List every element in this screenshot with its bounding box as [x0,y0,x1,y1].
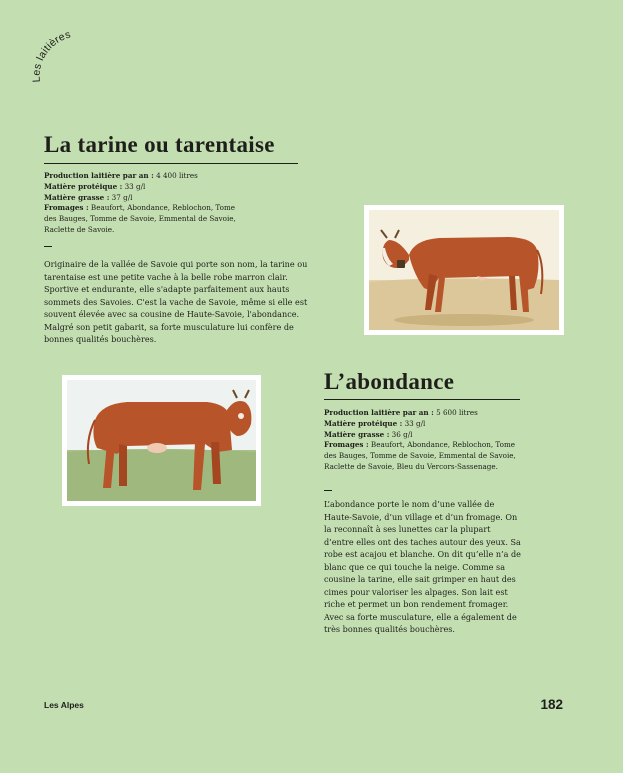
fact-row: Fromages : Beaufort, Abondance, Reblochon, Tome des Bauges, Tomme de Savoie, Emmental de Savoie, Raclette de Savoie, Bleu du Vercors-Sassenage. [324,440,516,471]
tarine-facts [44,171,244,236]
fact-row: Matière grasse : 37 g/l [44,192,133,202]
abondance-illustration [62,375,261,506]
section-tab-label: Les laitières [30,28,73,83]
fact-row: Production laitière par an : 5 600 litres [324,408,478,417]
tarine-title: La tarine ou tarentaise [44,133,298,164]
fact-row: Matière protéique : 33 g/l [44,181,146,191]
footer-section-label: Les Alpes [44,700,84,710]
fact-row: Fromages : Beaufort, Abondance, Reblochon, Tome des Bauges, Tomme de Savoie, Emmental de Savoie, Raclette de Savoie. [44,203,236,234]
abondance-cow-image [67,380,256,501]
tarine-illustration [364,205,564,335]
fact-row: Matière grasse : 36 g/l [324,429,413,439]
tarine-cow-image [369,210,559,330]
fact-row: Matière protéique : 33 g/l [324,418,426,428]
abondance-description: L’abondance porte le nom d’une vallée de Haute-Savoie, d’un village et d’un fromage. On la reconnaît à ses lunettes car la plupart d’entre elles ont des taches autour des yeux. Sa robe est acajou et blanche. On dit qu’elle n’a de blanc que ce qui touche la neige. Comme sa cousine la tarine, elle sait grimper en haut des cimes pour valoriser les alpages. Son lait est riche et permet un bon rendement fromager. Avec sa forte musculature, elle a également de très bonnes qualités bouchères. [324,499,521,634]
divider-dash [324,490,332,491]
tarine-description: Originaire de la vallée de Savoie qui porte son nom, la tarine ou tarentaise est une petite vache à la belle robe marron clair. Sportive et endurante, elle s'adapte parfaitement aux hauts sommets des Savoies. C'est la vache de Savoie, même si elle est souvent élevée avec sa cousine de Haute-Savoie, l'abondance. Malgré son petit gabarit, sa forte musculature lui confère de bonnes qualités bouchères. [44,259,308,344]
abondance-facts [324,408,519,473]
section-tab-arc [18,20,128,100]
abondance-title: L’abondance [324,370,520,400]
page-number: 182 [540,697,563,712]
divider-dash [44,246,52,247]
fact-row: Production laitière par an : 4 400 litres [44,171,198,180]
